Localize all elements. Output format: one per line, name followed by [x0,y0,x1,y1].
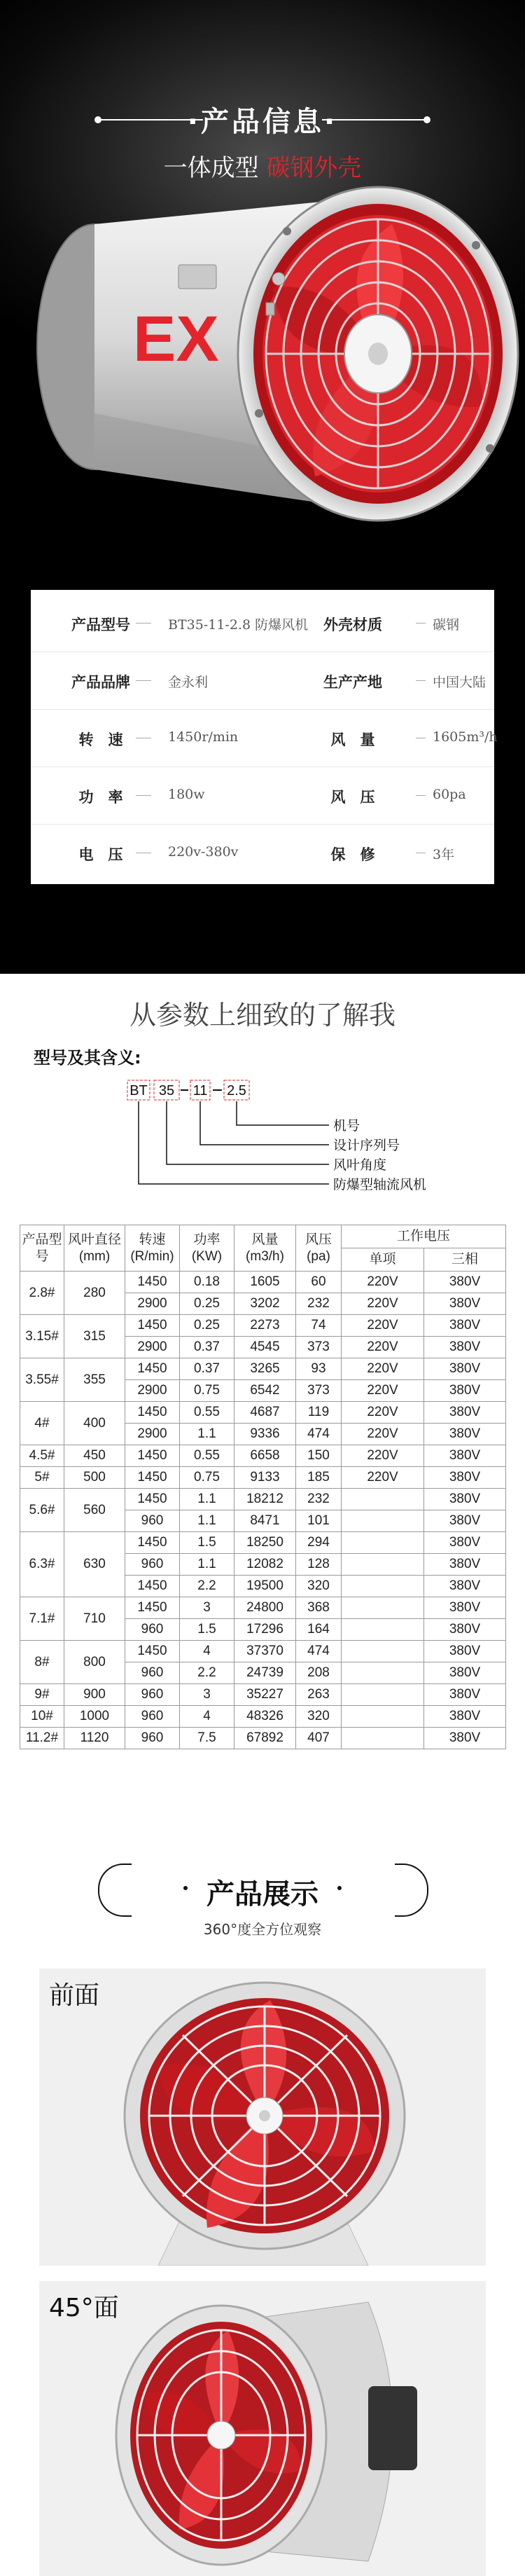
spec-connector [136,680,151,681]
cell-single-phase: 220V [342,1315,424,1337]
cell-single-phase: 220V [342,1445,424,1467]
cell-single-phase: 220V [342,1337,424,1358]
cell-model: 4# [20,1402,64,1445]
table-row [20,1445,506,1467]
spec-label: 转 速 [78,731,123,748]
cell-power: 7.5 [180,1728,234,1749]
spec-label: 风 量 [330,731,375,748]
spec-divider [31,824,494,825]
table-row [20,1489,506,1510]
cell-speed: 2900 [125,1424,180,1445]
cell-three-phase: 380V [424,1358,506,1380]
spec-table [20,1225,506,1749]
cell-three-phase: 380V [424,1424,506,1445]
cell-diameter: 560 [64,1489,125,1532]
model-label-number: 机号 [333,1118,360,1134]
spec-divider [31,766,494,767]
cell-speed: 1450 [125,1576,180,1597]
spec-value: 180w [168,787,205,802]
cell-flow: 35227 [234,1684,296,1706]
cell-power: 0.75 [180,1380,234,1402]
cell-flow: 1605 [234,1272,296,1293]
spec-label: 保 修 [330,846,375,863]
col-power: 功率(KW) [180,1225,234,1272]
cell-pressure: 185 [296,1467,342,1489]
spec-value: BT35-11-2.8 防爆风机 [168,617,309,633]
cell-three-phase: 380V [424,1293,506,1315]
cell-power: 0.37 [180,1337,234,1358]
angle-view-fan-image [39,2281,486,2576]
cell-pressure: 320 [296,1576,342,1597]
cell-three-phase: 380V [424,1684,506,1706]
cell-model: 7.1# [20,1597,64,1641]
cell-single-phase [342,1619,424,1641]
front-view-panel [39,1969,486,2266]
cell-three-phase: 380V [424,1576,506,1597]
cell-model: 3.55# [20,1358,64,1402]
cell-three-phase: 380V [424,1532,506,1554]
spec-connector [136,623,151,624]
cell-pressure: 320 [296,1706,342,1728]
cell-speed: 1450 [125,1445,180,1467]
cell-single-phase: 220V [342,1293,424,1315]
cell-flow: 4545 [234,1337,296,1358]
cell-pressure: 208 [296,1662,342,1684]
cell-diameter: 630 [64,1532,125,1597]
table-row [20,1272,506,1293]
model-label-type: 防爆型轴流风机 [333,1177,427,1192]
ex-mark: EX [133,303,219,375]
table-row [20,1315,506,1337]
cell-power: 2.2 [180,1576,234,1597]
cell-pressure: 474 [296,1424,342,1445]
spec-table-body [20,1272,506,1749]
spec-label: 电 压 [78,846,123,863]
cell-three-phase: 380V [424,1337,506,1358]
cell-three-phase: 380V [424,1554,506,1576]
col-speed: 转速(R/min) [125,1225,180,1272]
table-row [20,1597,506,1619]
spec-value: 220v-380v [168,844,239,860]
cell-power: 0.25 [180,1293,234,1315]
table-row [20,1402,506,1424]
cell-model: 5# [20,1467,64,1489]
cell-single-phase [342,1597,424,1619]
cell-single-phase [342,1489,424,1510]
cell-single-phase [342,1662,424,1684]
spec-value: 60pa [433,787,466,802]
cell-diameter: 400 [64,1402,125,1445]
cell-pressure: 474 [296,1641,342,1662]
cell-single-phase: 220V [342,1358,424,1380]
model-code-heading: 型号及其含义: [34,1048,141,1068]
cell-power: 1.5 [180,1532,234,1554]
col-model: 产品型号 [20,1225,64,1272]
cell-model: 4.5# [20,1445,64,1467]
cell-speed: 1450 [125,1272,180,1293]
spec-label: 产品品牌 [71,674,130,691]
col-pressure: 风压(pa) [296,1225,342,1272]
cell-pressure: 128 [296,1554,342,1576]
cell-flow: 48326 [234,1706,296,1728]
cell-speed: 960 [125,1662,180,1684]
cell-three-phase: 380V [424,1641,506,1662]
cell-power: 1.1 [180,1554,234,1576]
cell-model: 9# [20,1684,64,1706]
cell-flow: 18212 [234,1489,296,1510]
cell-single-phase [342,1576,424,1597]
col-single-phase: 单项 [342,1248,424,1272]
cell-flow: 6542 [234,1380,296,1402]
cell-model: 11.2# [20,1728,64,1749]
cell-diameter: 280 [64,1272,125,1315]
hero-subtitle [0,149,525,183]
model-label-angle: 风叶角度 [333,1157,387,1173]
cell-power: 0.75 [180,1467,234,1489]
cell-three-phase: 380V [424,1597,506,1619]
cell-pressure: 368 [296,1597,342,1619]
cell-speed: 960 [125,1510,180,1532]
cell-flow: 24739 [234,1662,296,1684]
model-part-series: BT [130,1083,148,1098]
cell-model: 6.3# [20,1532,64,1597]
cell-diameter: 1120 [64,1728,125,1749]
cell-three-phase: 380V [424,1467,506,1489]
cell-power: 0.55 [180,1445,234,1467]
table-row [20,1684,506,1706]
spec-value: 1450r/min [168,729,239,745]
cell-flow: 3202 [234,1293,296,1315]
cell-single-phase [342,1641,424,1662]
cell-three-phase: 380V [424,1445,506,1467]
cell-speed: 1450 [125,1402,180,1424]
cell-speed: 2900 [125,1293,180,1315]
cell-pressure: 294 [296,1532,342,1554]
cell-flow: 2273 [234,1315,296,1337]
col-voltage: 工作电压 [342,1225,506,1248]
cell-model: 3.15# [20,1315,64,1358]
table-row [20,1467,506,1489]
model-code-diagram [126,1077,462,1200]
cell-three-phase: 380V [424,1489,506,1510]
cell-flow: 3265 [234,1358,296,1380]
cell-flow: 17296 [234,1619,296,1641]
spec-row [31,712,498,762]
cell-speed: 960 [125,1706,180,1728]
cell-model: 5.6# [20,1489,64,1532]
hero-fan-image [0,182,525,574]
hero-subtitle-plain: 一体成型 [163,154,267,182]
cell-speed: 1450 [125,1467,180,1489]
cell-single-phase [342,1554,424,1576]
cell-pressure: 164 [296,1619,342,1641]
cell-power: 0.25 [180,1315,234,1337]
cell-single-phase [342,1510,424,1532]
spec-connector [416,795,426,796]
table-row [20,1728,506,1749]
front-view-fan-image [39,1969,486,2266]
cell-speed: 1450 [125,1358,180,1380]
cell-diameter: 1000 [64,1706,125,1728]
hero-section [0,0,525,974]
cell-speed: 1450 [125,1597,180,1619]
cell-power: 0.55 [180,1402,234,1424]
cell-flow: 8471 [234,1510,296,1532]
cell-single-phase: 220V [342,1380,424,1402]
cell-flow: 12082 [234,1554,296,1576]
cell-flow: 24800 [234,1597,296,1619]
table-row [20,1532,506,1554]
cell-flow: 19500 [234,1576,296,1597]
cell-power: 1.5 [180,1619,234,1641]
table-row [20,1358,506,1380]
cell-single-phase [342,1684,424,1706]
spec-card [31,590,498,884]
cell-flow: 9133 [234,1467,296,1489]
angle-view-panel [39,2281,486,2576]
spec-label: 产品型号 [71,617,130,633]
cell-diameter: 450 [64,1445,125,1467]
cell-speed: 960 [125,1684,180,1706]
cell-diameter: 500 [64,1467,125,1489]
cell-flow: 4687 [234,1402,296,1424]
spec-connector [416,680,426,681]
cell-single-phase: 220V [342,1424,424,1445]
spec-label: 风 压 [330,789,375,806]
cell-single-phase [342,1728,424,1749]
model-part-design: 35 [158,1083,175,1098]
cell-three-phase: 380V [424,1402,506,1424]
cell-diameter: 315 [64,1315,125,1358]
cell-single-phase [342,1532,424,1554]
cell-speed: 1450 [125,1489,180,1510]
cell-three-phase: 380V [424,1728,506,1749]
cell-single-phase: 220V [342,1467,424,1489]
cell-speed: 1450 [125,1641,180,1662]
cell-power: 4 [180,1706,234,1728]
spec-value: 中国大陆 [433,675,486,690]
cell-power: 0.37 [180,1358,234,1380]
intro-heading: 从参数上细致的了解我 [129,1000,396,1031]
cell-diameter: 800 [64,1641,125,1684]
cell-three-phase: 380V [424,1315,506,1337]
cell-speed: 960 [125,1554,180,1576]
cell-pressure: 74 [296,1315,342,1337]
spec-value: 3年 [433,847,455,862]
cell-three-phase: 380V [424,1619,506,1641]
col-three-phase: 三相 [424,1248,506,1272]
cell-flow: 6658 [234,1445,296,1467]
cell-pressure: 119 [296,1402,342,1424]
cell-flow: 9336 [234,1424,296,1445]
cell-pressure: 232 [296,1293,342,1315]
cell-speed: 1450 [125,1315,180,1337]
cell-speed: 2900 [125,1337,180,1358]
cell-flow: 18250 [234,1532,296,1554]
cell-single-phase: 220V [342,1272,424,1293]
cell-diameter: 710 [64,1597,125,1641]
cell-power: 2.2 [180,1662,234,1684]
table-row [20,1706,506,1728]
cell-power: 4 [180,1641,234,1662]
cell-flow: 37370 [234,1641,296,1662]
cell-model: 2.8# [20,1272,64,1315]
col-diameter: 风叶直径(mm) [64,1225,125,1272]
cell-speed: 1450 [125,1532,180,1554]
spec-row [31,597,494,647]
cell-pressure: 407 [296,1728,342,1749]
spec-connector [416,623,426,624]
angle-view-label: 45°面 [49,2294,119,2322]
cell-pressure: 60 [296,1272,342,1293]
cell-diameter: 900 [64,1684,125,1706]
col-flow: 风量(m3/h) [234,1225,296,1272]
cell-pressure: 150 [296,1445,342,1467]
spec-divider [31,709,494,710]
hero-subtitle-highlight: 碳钢外壳 [266,154,362,182]
front-view-label: 前面 [49,1981,100,2010]
cell-power: 1.1 [180,1489,234,1510]
cell-power: 3 [180,1597,234,1619]
spec-row [31,769,494,820]
cell-three-phase: 380V [424,1272,506,1293]
cell-speed: 960 [125,1728,180,1749]
cell-pressure: 373 [296,1337,342,1358]
spec-label: 功 率 [78,789,123,806]
cell-pressure: 263 [296,1684,342,1706]
cell-three-phase: 380V [424,1706,506,1728]
showcase-title: 产品展示 [206,1878,318,1910]
cell-pressure: 232 [296,1489,342,1510]
spec-value: 金永利 [168,675,209,690]
spec-value: 1605m³/h [433,729,498,745]
spec-label: 外壳材质 [323,617,382,633]
cell-power: 1.1 [180,1424,234,1445]
cell-power: 3 [180,1684,234,1706]
spec-connector [136,795,151,796]
model-label-design: 设计序列号 [333,1138,400,1153]
hero-title: ·产品信息· [187,106,338,138]
cell-model: 10# [20,1706,64,1728]
cell-model: 8# [20,1641,64,1684]
spec-row [31,654,494,705]
spec-label: 生产产地 [323,674,382,691]
cell-speed: 2900 [125,1380,180,1402]
cell-power: 1.1 [180,1510,234,1532]
cell-power: 0.18 [180,1272,234,1293]
cell-speed: 960 [125,1619,180,1641]
cell-single-phase: 220V [342,1402,424,1424]
cell-flow: 67892 [234,1728,296,1749]
cell-pressure: 93 [296,1358,342,1380]
model-part-angle: 11 [192,1083,208,1098]
cell-three-phase: 380V [424,1662,506,1684]
table-row [20,1641,506,1662]
spec-row [31,827,494,877]
showcase-subtitle: 360°度全方位观察 [203,1921,322,1938]
spec-value: 碳钢 [433,617,460,633]
cell-pressure: 101 [296,1510,342,1532]
cell-three-phase: 380V [424,1380,506,1402]
cell-single-phase [342,1706,424,1728]
model-part-number: 2.5 [227,1083,246,1098]
cell-pressure: 373 [296,1380,342,1402]
cell-diameter: 355 [64,1358,125,1402]
cell-three-phase: 380V [424,1510,506,1532]
